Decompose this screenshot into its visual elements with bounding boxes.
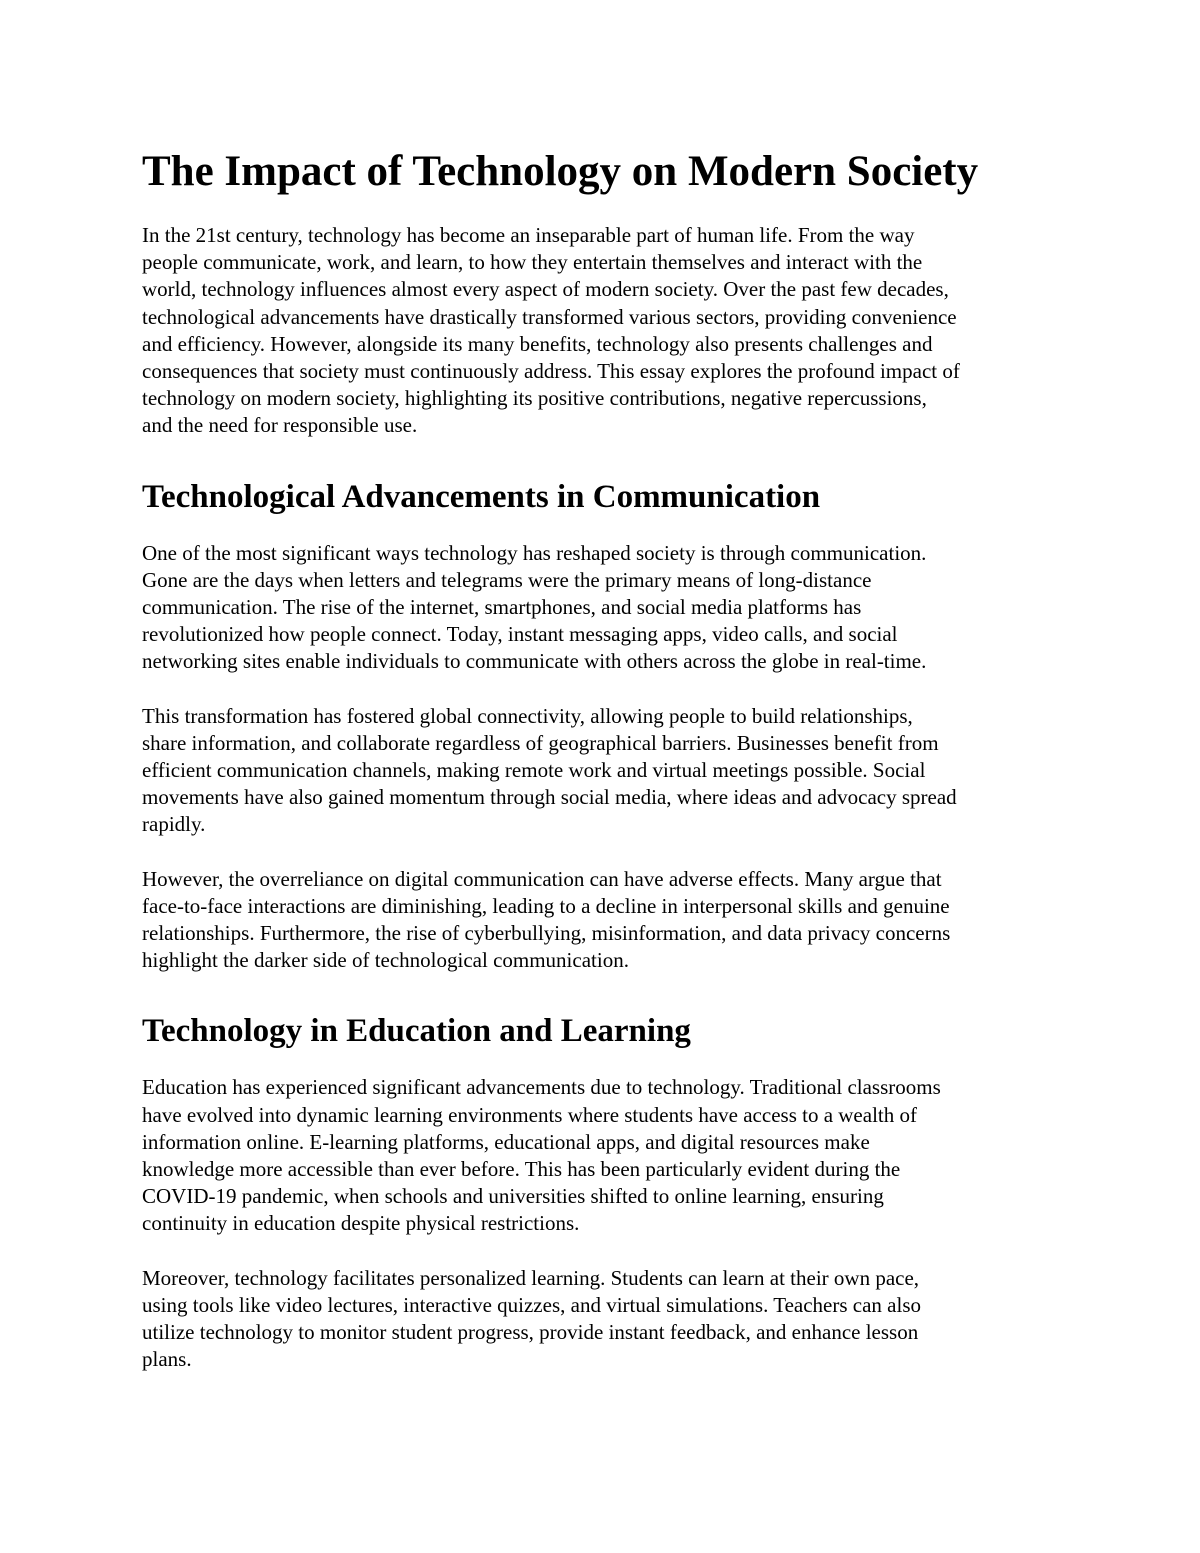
section-spacer [142,974,1082,1010]
communication-paragraph-1: One of the most significant ways technology has reshaped society is through communication. Gone are the days when letters and telegrams were the primary means of long-distance communication. The rise of the internet, smartphones, and social media platforms has revolutionized how people connect. Today, instant messaging apps, video calls, and social networking sites enable individuals to communicate with others across the globe in real-time. [142,540,927,674]
document-title: The Impact of Technology on Modern Society [142,148,979,195]
paragraph-spacer [142,839,1082,866]
document-content [142,146,1082,1374]
intro-paragraph: In the 21st century, technology has become an inseparable part of human life. From the way people communicate, work, and learn, to how they entertain themselves and interact with the world, technology influences almost every aspect of modern society. Over the past few decades, technological advancements have drastically transformed various sectors, providing convenience and efficiency. However, alongside its many benefits, technology also presents challenges and consequences that society must continuously address. This essay explores the profound impact of technology on modern society, highlighting its positive contributions, negative repercussions, and the need for responsible use. [142,223,960,438]
paragraph-spacer [142,676,1082,703]
education-paragraph-2: Moreover, technology facilitates personalized learning. Students can learn at their own pace, using tools like video lectures, interactive quizzes, and virtual simulations. Teachers can also utilize technology to monitor student progress, provide instant feedback, and enhance lesson plans. [142,1265,921,1372]
section-heading-education: Technology in Education and Learning [142,1013,691,1050]
communication-paragraph-3: However, the overreliance on digital communication can have adverse effects. Many argue that face-to-face interactions are diminishing, leading to a decline in interpersonal skills and genuine relationships. Furthermore, the rise of cyberbullying, misinformation, and data privacy concerns highlight the darker side of technological communication. [142,866,951,973]
section-spacer [142,440,1082,476]
communication-paragraph-2: This transformation has fostered global connectivity, allowing people to build relationships, share information, and collaborate regardless of geographical barriers. Businesses benefit from efficient communication channels, making remote work and virtual meetings possible. Social movements have also gained momentum through social media, where ideas and advocacy spread rapidly. [142,703,957,837]
paragraph-spacer [142,1238,1082,1265]
section-heading-communication: Technological Advancements in Communication [142,478,821,515]
education-paragraph-1: Education has experienced significant advancements due to technology. Traditional classrooms have evolved into dynamic learning environments where students have access to a wealth of information online. E-learning platforms, educational apps, and digital resources make knowledge more accessible than ever before. This has been particularly evident during the COVID-19 pandemic, when schools and universities shifted to online learning, ensuring continuity in education despite physical restrictions. [142,1075,941,1236]
